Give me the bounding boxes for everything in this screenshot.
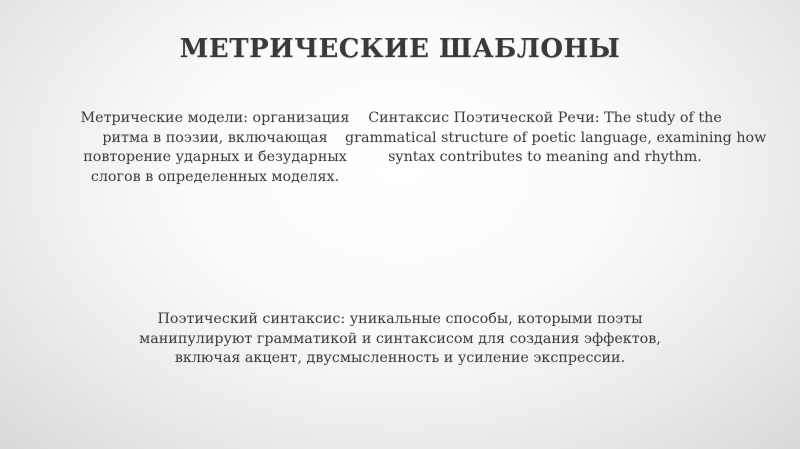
slide-title: МЕТРИЧЕСКИЕ ШАБЛОНЫ — [179, 34, 621, 64]
text-line: grammatical structure of poetic language, examining how — [345, 129, 767, 146]
poetic-syntax-text — [110, 310, 690, 369]
text-line: syntax contributes to meaning and rhythm. — [388, 149, 702, 165]
text-line: включая акцент, двусмысленность и усиление экспрессии. — [174, 350, 626, 366]
text-line: Синтаксис Поэтической Речи: The study of the — [368, 110, 722, 126]
text-line: слогов в определенных моделях. — [90, 168, 340, 185]
text-line: Метрические модели: организация — [80, 110, 350, 126]
text-line: повторение ударных и безударных — [83, 149, 347, 165]
poetic-syntax-definition-text — [345, 109, 767, 168]
text-line: ритма в поэзии, включающая — [102, 129, 328, 146]
metric-models-text — [40, 109, 390, 187]
text-line: манипулируют грамматикой и синтаксисом для создания эффектов, — [139, 330, 661, 347]
text-line: Поэтический синтаксис: уникальные способы, которыми поэты — [157, 311, 643, 327]
